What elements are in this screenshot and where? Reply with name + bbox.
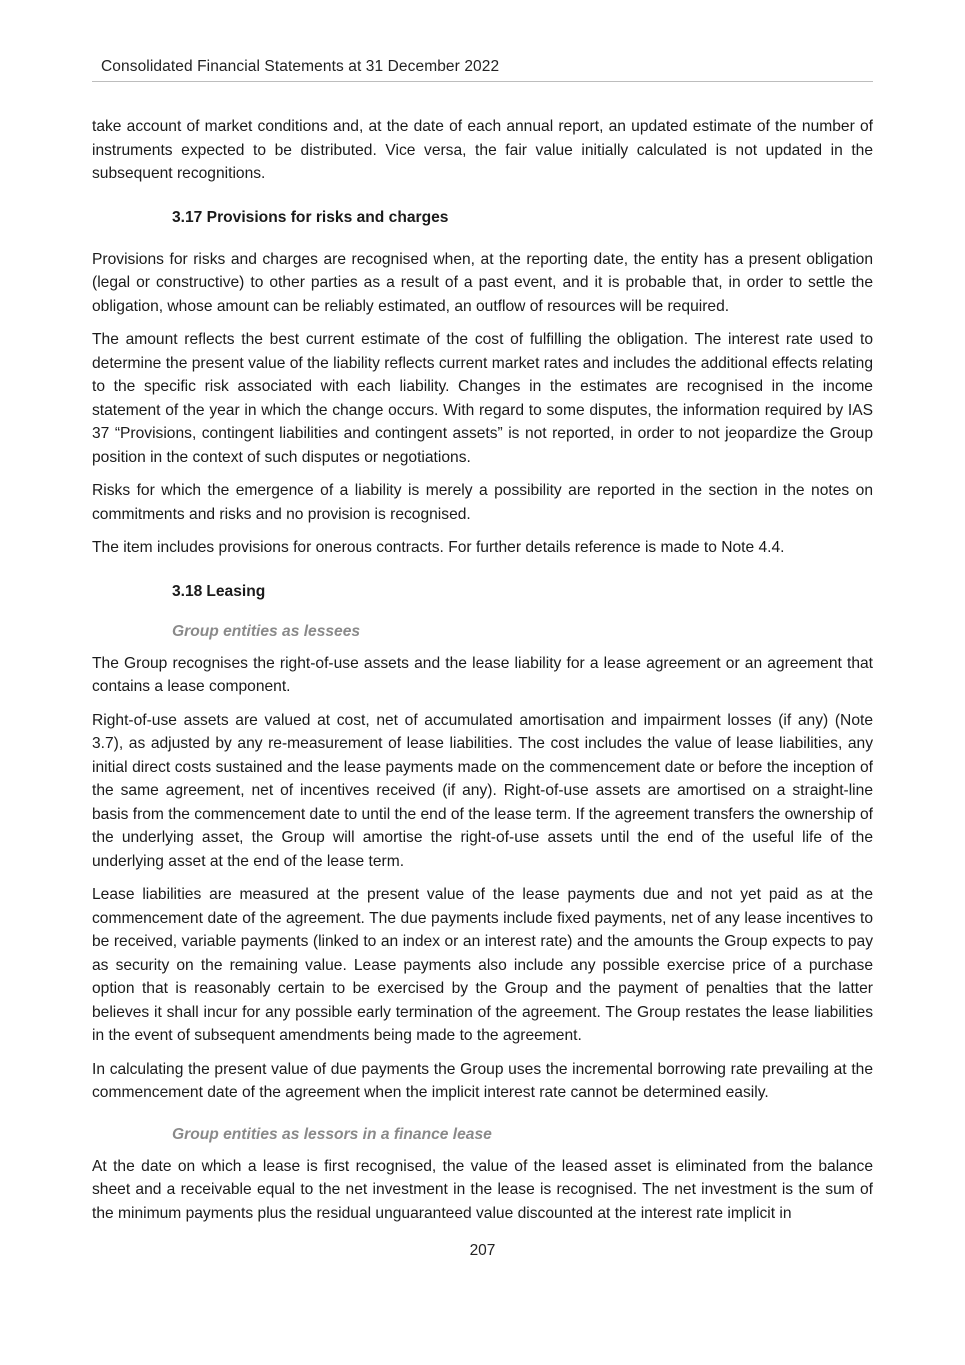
section-heading-3-17: 3.17 Provisions for risks and charges: [172, 208, 449, 226]
header-divider: [92, 81, 873, 82]
paragraph: Lease liabilities are measured at the present value of the lease payments due and not yet paid as at the commencement date of the agreement. The due payments include fixed payments, net of any lease incentives to be received, variable payments (linked to an index or an interest rate) and the amounts the Group expects to pay as security on the remaining value. Lease payments also include any possible exercise price of a purchase option that is reasonably certain to be exercised by the Group and the payment of penalties that the latter believes it shall incur for any possible early termination of the agreement. The Group restates the lease liabilities in the event of subsequent amendments being made to the agreement.: [92, 886, 873, 1044]
subheading-lessees: Group entities as lessees: [172, 622, 361, 640]
page-number: 207: [469, 1242, 496, 1259]
section-number: 3.18: [172, 582, 203, 600]
paragraph: The item includes provisions for onerous contracts. For further details reference is made to Note 4.4.: [92, 539, 785, 556]
paragraph: The amount reflects the best current estimate of the cost of fulfilling the obligation. The interest rate used to determine the present value of the liability reflects current market rates and includes the additional effects relating to the specific risk associated with each liability. Changes in the estimates are recognised in the income statement of the year in which the change occurs. With regard to some disputes, the information required by IAS 37 “Provisions, contingent liabilities and contingent assets” is not reported, in order to not jeopardize the Group position in the context of such disputes or negotiations.: [92, 331, 873, 466]
paragraph: At the date on which a lease is first recognised, the value of the leased asset is eliminated from the balance sheet and a receivable equal to the net investment in the lease is recognised. The net investment is the sum of the minimum payments plus the residual unguaranteed value discounted at the interest rate implicit in: [92, 1157, 873, 1222]
running-header: Consolidated Financial Statements at 31 December 2022: [101, 58, 500, 75]
subheading-lessors: Group entities as lessors in a finance lease: [172, 1125, 492, 1143]
paragraph: Provisions for risks and charges are recognised when, at the reporting date, the entity has a present obligation (legal or constructive) to other parties as a result of a past event, and it is probable that, in order to settle the obligation, whose amount can be reliably estimated, an outflow of resources will be required.: [92, 250, 873, 315]
paragraph: In calculating the present value of due payments the Group uses the incremental borrowing rate prevailing at the commencement date of the agreement when the implicit interest rate cannot be determined easily.: [92, 1060, 873, 1101]
paragraph: Risks for which the emergence of a liability is merely a possibility are reported in the section in the notes on commitments and risks and no provision is recognised.: [92, 482, 873, 523]
page-body: [92, 115, 873, 1235]
section-title: Leasing: [206, 582, 266, 600]
paragraph: The Group recognises the right-of-use assets and the lease liability for a lease agreement or an agreement that contains a lease component.: [92, 654, 873, 695]
paragraph: Right-of-use assets are valued at cost, net of accumulated amortisation and impairment losses (if any) (Note 3.7), as adjusted by any re-measurement of lease liabilities. The cost includes the value of lease liabilities, any initial direct costs sustained and the lease payments made on the commencement date or before the inception of the same agreement, net of incentives received (if any). Right-of-use assets are amortised on a straight-line basis from the commencement date to until the end of the lease term. If the agreement transfers the ownership of the underlying asset, the Group will amortise the right-of-use assets until the end of the useful life of the underlying asset at the end of the lease term.: [92, 711, 873, 870]
section-heading-3-18: [172, 582, 873, 602]
intro-paragraph: take account of market conditions and, at the date of each annual report, an updated estimate of the number of instruments expected to be distributed. Vice versa, the fair value initially calculated is not updated in the subsequent recognitions.: [92, 118, 873, 182]
